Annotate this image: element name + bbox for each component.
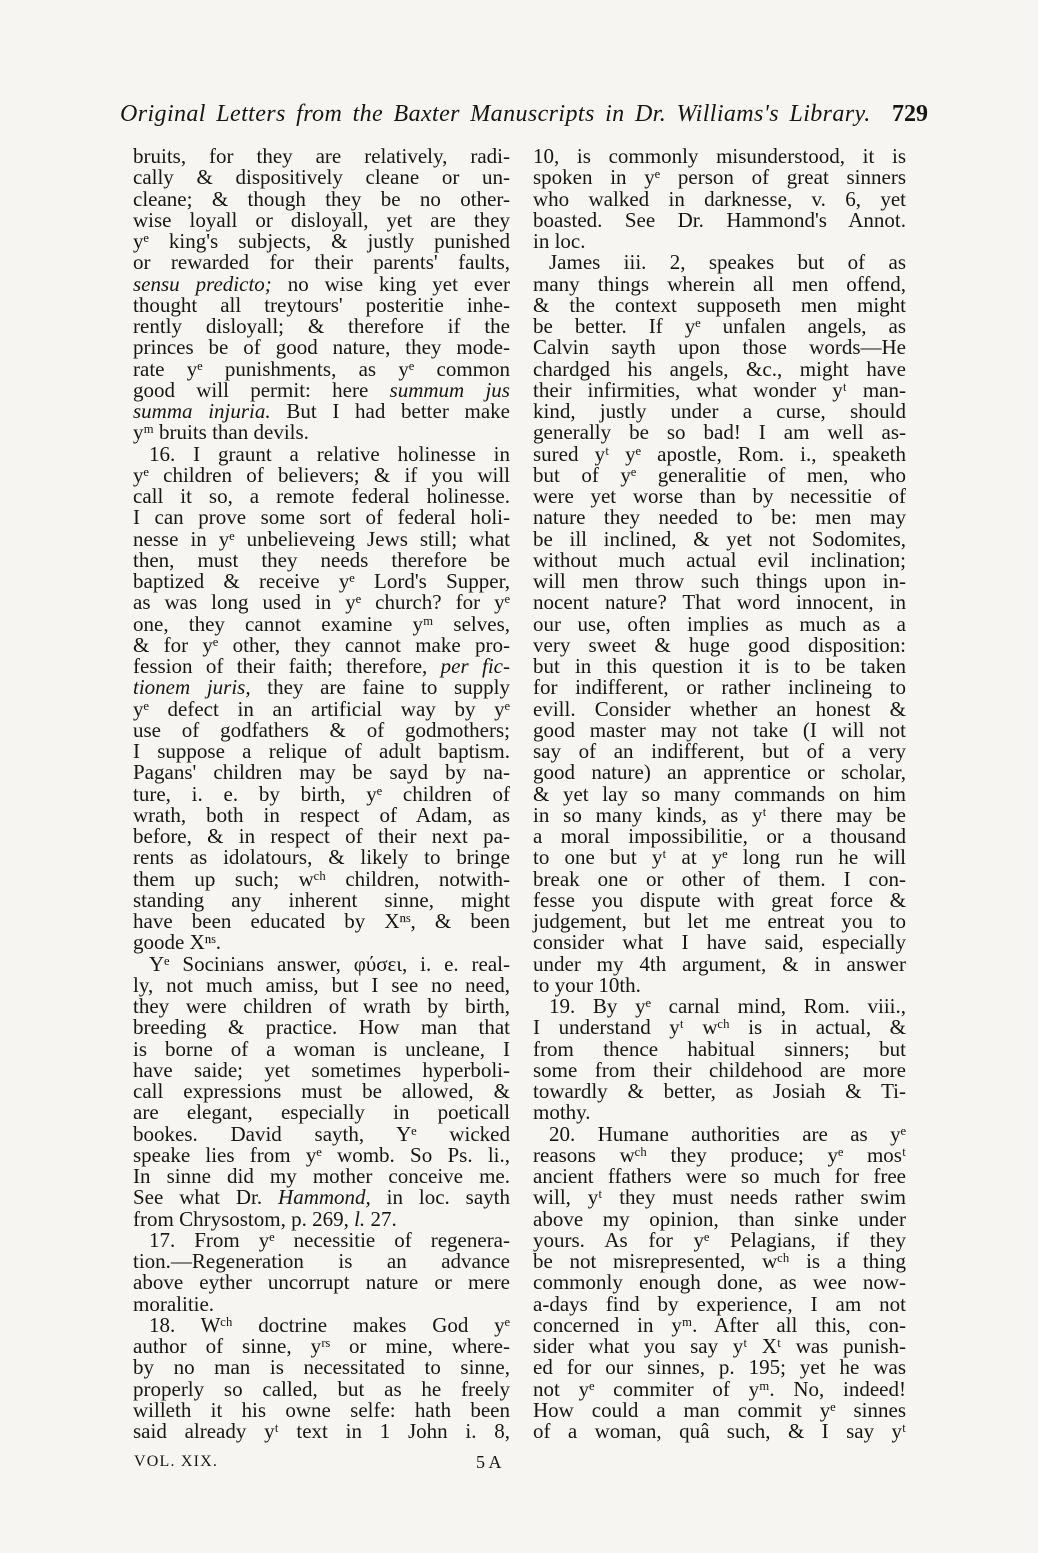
text-line: then, must they needs therefore be [133, 547, 510, 572]
text-line: willeth it his owne selfe: hath been [133, 1397, 510, 1422]
text-line: ture, i. e. by birth, yᵉ children of [133, 781, 510, 806]
text-line: nocent nature? That word innocent, in [533, 590, 906, 615]
text-segment: no wise king yet ever [271, 271, 510, 296]
text-line: will men throw such things upon in- [533, 569, 906, 593]
text-line [133, 1206, 510, 1231]
text-line: our use, often implies as much as a [533, 611, 906, 636]
text-line: will, yᵗ they must needs rather swim [533, 1185, 906, 1210]
text-line: bookes. David sayth, Yᵉ wicked [133, 1121, 510, 1146]
text-line: 19. By yᵉ carnal mind, Rom. viii., [549, 994, 906, 1018]
text-line: some from their childehood are more [533, 1057, 906, 1082]
text-line: use of godfathers & of godmothers; [133, 717, 510, 742]
text-line: How could a man commit yᵉ sinnes [533, 1397, 906, 1422]
text-line: judgement, but let me entreat you to [533, 909, 906, 933]
text-line: 18. Wᶜʰ doctrine makes God yᵉ [149, 1312, 510, 1337]
text-line: reasons wᶜʰ they produce; yᵉ mosᵗ [533, 1142, 906, 1167]
text-line: ed for our sinnes, p. 195; yet he was [533, 1355, 906, 1380]
text-line: but in this question it is to be taken [533, 654, 906, 678]
text-line: rate yᵉ punishments, as yᵉ common [133, 356, 510, 381]
italic-text: tionem juris, [133, 675, 251, 700]
text-segment: 27. [365, 1206, 397, 1231]
left-column [133, 146, 510, 1442]
text-line: moralitie. [133, 1291, 215, 1316]
text-line: have saide; yet sometimes hyperboli- [133, 1057, 510, 1082]
text-line: call it so, a remote federal holinesse. [133, 484, 510, 508]
text-line: In sinne did my mother conceive me. [133, 1164, 510, 1188]
text-line: & for yᵉ other, they cannot make pro- [133, 632, 510, 657]
text-line: one, they cannot examine yᵐ selves, [133, 611, 510, 636]
text-line: are elegant, especially in poeticall [133, 1100, 510, 1125]
text-line: princes be of good nature, they mode- [133, 335, 510, 360]
italic-text: summum jus [389, 377, 510, 402]
running-header [120, 100, 928, 128]
text-line: & the context supposeth men might [533, 292, 906, 317]
text-segment: from Chrysostom, p. 269, [133, 1206, 355, 1231]
text-line: yᵐ bruits than devils. [133, 420, 309, 445]
text-line: I suppose a relique of adult baptism. [133, 739, 510, 763]
text-line: above my opinion, than sinke under [533, 1206, 906, 1231]
text-line: properly so called, but as he freely [133, 1376, 510, 1401]
text-segment: good will permit: here [133, 377, 390, 402]
text-line: to one but yᵗ at yᵉ long run he will [533, 845, 906, 870]
running-title: Original Letters from the Baxter Manuscripts in Dr. Williams's Library. [120, 101, 871, 127]
paragraph [133, 951, 510, 1231]
text-line: nesse in yᵉ unbelieveing Jews still; what [133, 526, 510, 551]
text-line: be not misrepresented, wᶜʰ is a thing [533, 1249, 906, 1273]
paragraph [533, 996, 906, 1124]
text-line: ly, not much amiss, but I see no need, [133, 972, 510, 997]
text-line: before, & in respect of their next pa- [133, 824, 510, 848]
text-line: yᵉ defect in an artificial way by yᵉ [133, 696, 510, 721]
text-segment: See what Dr. [133, 1185, 279, 1210]
text-line: tion.—Regeneration is an advance [133, 1249, 510, 1273]
text-segment: in loc. sayth [370, 1185, 510, 1210]
text-line: be ill inclined, & yet not Sodomites, [533, 526, 906, 551]
text-line: wise loyall or disloyall, yet are they [133, 207, 510, 232]
text-line: sider what you say yᵗ Xᵗ was punish- [533, 1334, 906, 1358]
text-line: breeding & practice. How man that [133, 1015, 510, 1040]
text-line: generally be so bad! I am well as- [533, 420, 906, 445]
text-line: baptized & receive yᵉ Lord's Supper, [133, 569, 510, 593]
text-line [133, 377, 510, 402]
text-line: 10, is commonly misunderstood, it is [533, 144, 906, 168]
text-line: ancient ffathers were so much for free [533, 1164, 906, 1188]
text-line: consider what I have said, especially [533, 930, 906, 955]
text-line: in so many kinds, as yᵗ there may be [533, 802, 906, 827]
text-line: nature they needed to be: men may [533, 505, 906, 530]
volume-number: VOL. XIX. [134, 1453, 219, 1470]
text-line: not yᵉ commiter of yᵐ. No, indeed! [533, 1376, 906, 1401]
paragraph [533, 146, 906, 252]
text-line: chardged his angels, &c., might have [533, 356, 906, 381]
text-line: yᵉ king's subjects, & justly punished [133, 229, 510, 253]
text-line: or rewarded for their parents' faults, [133, 250, 510, 275]
right-column [533, 146, 906, 1442]
text-line: without much actual evil inclination; [533, 547, 906, 572]
text-line: break one or other of them. I con- [533, 866, 906, 891]
text-line: many things wherein all men offend, [533, 271, 906, 296]
text-line: good master may not take (I will not [533, 717, 906, 742]
text-line [133, 656, 510, 677]
text-line: from thence habitual sinners; but [533, 1036, 906, 1061]
text-line: of a woman, quâ such, & I say yᵗ [533, 1419, 906, 1443]
page-number: 729 [892, 101, 928, 127]
text-line: rents as idolatours, & likely to bringe [133, 845, 510, 870]
paragraph [533, 1121, 906, 1443]
paragraph [133, 146, 510, 444]
text-line: have been educated by Xⁿˢ, & been [133, 909, 510, 933]
text-line: concerned in yᵐ. After all this, con- [533, 1312, 906, 1337]
text-line [133, 271, 510, 296]
text-line: I can prove some sort of federal holi- [133, 505, 510, 530]
text-line: a moral impossibilitie, or a thousand [533, 824, 906, 848]
text-line: I understand yᵗ wᶜʰ is in actual, & [533, 1015, 906, 1040]
text-line: who walked in darknesse, v. 6, yet [533, 186, 906, 211]
text-segment: But I had better make [270, 399, 510, 423]
paragraph [533, 252, 906, 996]
text-line: for indifferent, or rather inclineing to [533, 675, 906, 700]
text-line: rently disloyall; & therefore if the [133, 314, 510, 338]
text-line: is borne of a woman is uncleane, I [133, 1036, 510, 1061]
italic-text: sensu predicto; [133, 271, 272, 296]
text-line: evill. Consider whether an honest & [533, 696, 906, 721]
text-segment: fession of their faith; therefore, [133, 654, 441, 678]
text-line: their infirmities, what wonder yᵗ man- [533, 377, 906, 402]
text-line: & yet lay so many commands on him [533, 781, 906, 806]
text-line: by no man is necessitated to sinne, [133, 1355, 510, 1380]
text-line: 16. I graunt a relative holinesse in [149, 441, 510, 466]
text-line: to your 10th. [533, 972, 641, 997]
text-line: were yet worse than by necessitie of [533, 484, 906, 508]
text-line: commonly enough done, as wee now- [533, 1270, 906, 1295]
text-segment: they are faine to supply [250, 675, 511, 700]
text-line: good nature) an apprentice or scholar, [533, 760, 906, 785]
text-line: be better. If yᵉ unfalen angels, as [533, 314, 906, 338]
signature-mark: 5 A [476, 1452, 502, 1472]
text-line: spoken in yᵉ person of great sinners [533, 165, 906, 190]
text-line: a-days find by experience, I am not [533, 1291, 906, 1316]
italic-text: summa injuria. [133, 399, 271, 423]
text-line: yᵉ children of believers; & if you will [133, 462, 510, 487]
text-line: thought all treytours' posteritie inhe- [133, 292, 510, 317]
text-line: say of an indifferent, but of a very [533, 739, 906, 763]
paragraph [133, 1227, 510, 1316]
text-line: speake lies from yᵉ womb. So Ps. li., [133, 1142, 510, 1167]
text-line: cally & dispositively cleane or un- [133, 165, 510, 190]
text-line: sured yᵗ yᵉ apostle, Rom. i., speaketh [533, 441, 906, 466]
text-line: under my 4th argument, & in answer [533, 951, 906, 976]
italic-text: per fic- [440, 654, 510, 678]
page-footer [134, 1450, 514, 1474]
text-line: above eyther uncorrupt nature or mere [133, 1270, 510, 1295]
text-line [133, 1187, 510, 1208]
text-line: as was long used in yᵉ church? for yᵉ [133, 590, 510, 615]
text-line: goode Xⁿˢ. [133, 930, 222, 955]
text-line [133, 401, 510, 422]
text-line: call expressions must be allowed, & [133, 1079, 510, 1103]
text-line: Yᵉ Socinians answer, φύσει, i. e. real- [149, 951, 510, 976]
text-line: bruits, for they are relatively, radi- [133, 144, 510, 168]
text-line: 20. Humane authorities are as yᵉ [549, 1121, 906, 1146]
text-line: mothy. [533, 1100, 591, 1125]
paragraph [133, 1312, 510, 1443]
text-line: but of yᵉ generalitie of men, who [533, 462, 906, 487]
italic-text: Hammond, [278, 1185, 371, 1210]
text-line: in loc. [533, 229, 586, 253]
text-line: wrath, both in respect of Adam, as [133, 802, 510, 827]
text-line: James iii. 2, speakes but of as [549, 250, 906, 275]
text-line: they were children of wrath by birth, [133, 994, 510, 1018]
text-line: Calvin sayth upon those words—He [533, 335, 906, 360]
text-line [133, 677, 510, 698]
text-line: cleane; & though they be no other- [133, 186, 510, 211]
text-line: author of sinne, yʳˢ or mine, where- [133, 1334, 510, 1358]
text-line: yours. As for yᵉ Pelagians, if they [533, 1227, 906, 1252]
text-line: 17. From yᵉ necessitie of regenera- [149, 1227, 510, 1252]
text-line: fesse you dispute with great force & [533, 887, 906, 912]
text-line: standing any inherent sinne, might [133, 887, 510, 912]
text-line: very sweet & huge good disposition: [533, 632, 906, 657]
text-line: Pagans' children may be sayd by na- [133, 760, 510, 785]
italic-text: l. [354, 1206, 366, 1231]
text-line: them up such; wᶜʰ children, notwith- [133, 866, 510, 891]
paragraph [133, 441, 511, 955]
text-line: said already yᵗ text in 1 John i. 8, [133, 1419, 510, 1443]
text-line: boasted. See Dr. Hammond's Annot. [533, 207, 906, 232]
text-line: kind, justly under a curse, should [533, 399, 906, 423]
text-line: towardly & better, as Josiah & Ti- [533, 1079, 906, 1103]
